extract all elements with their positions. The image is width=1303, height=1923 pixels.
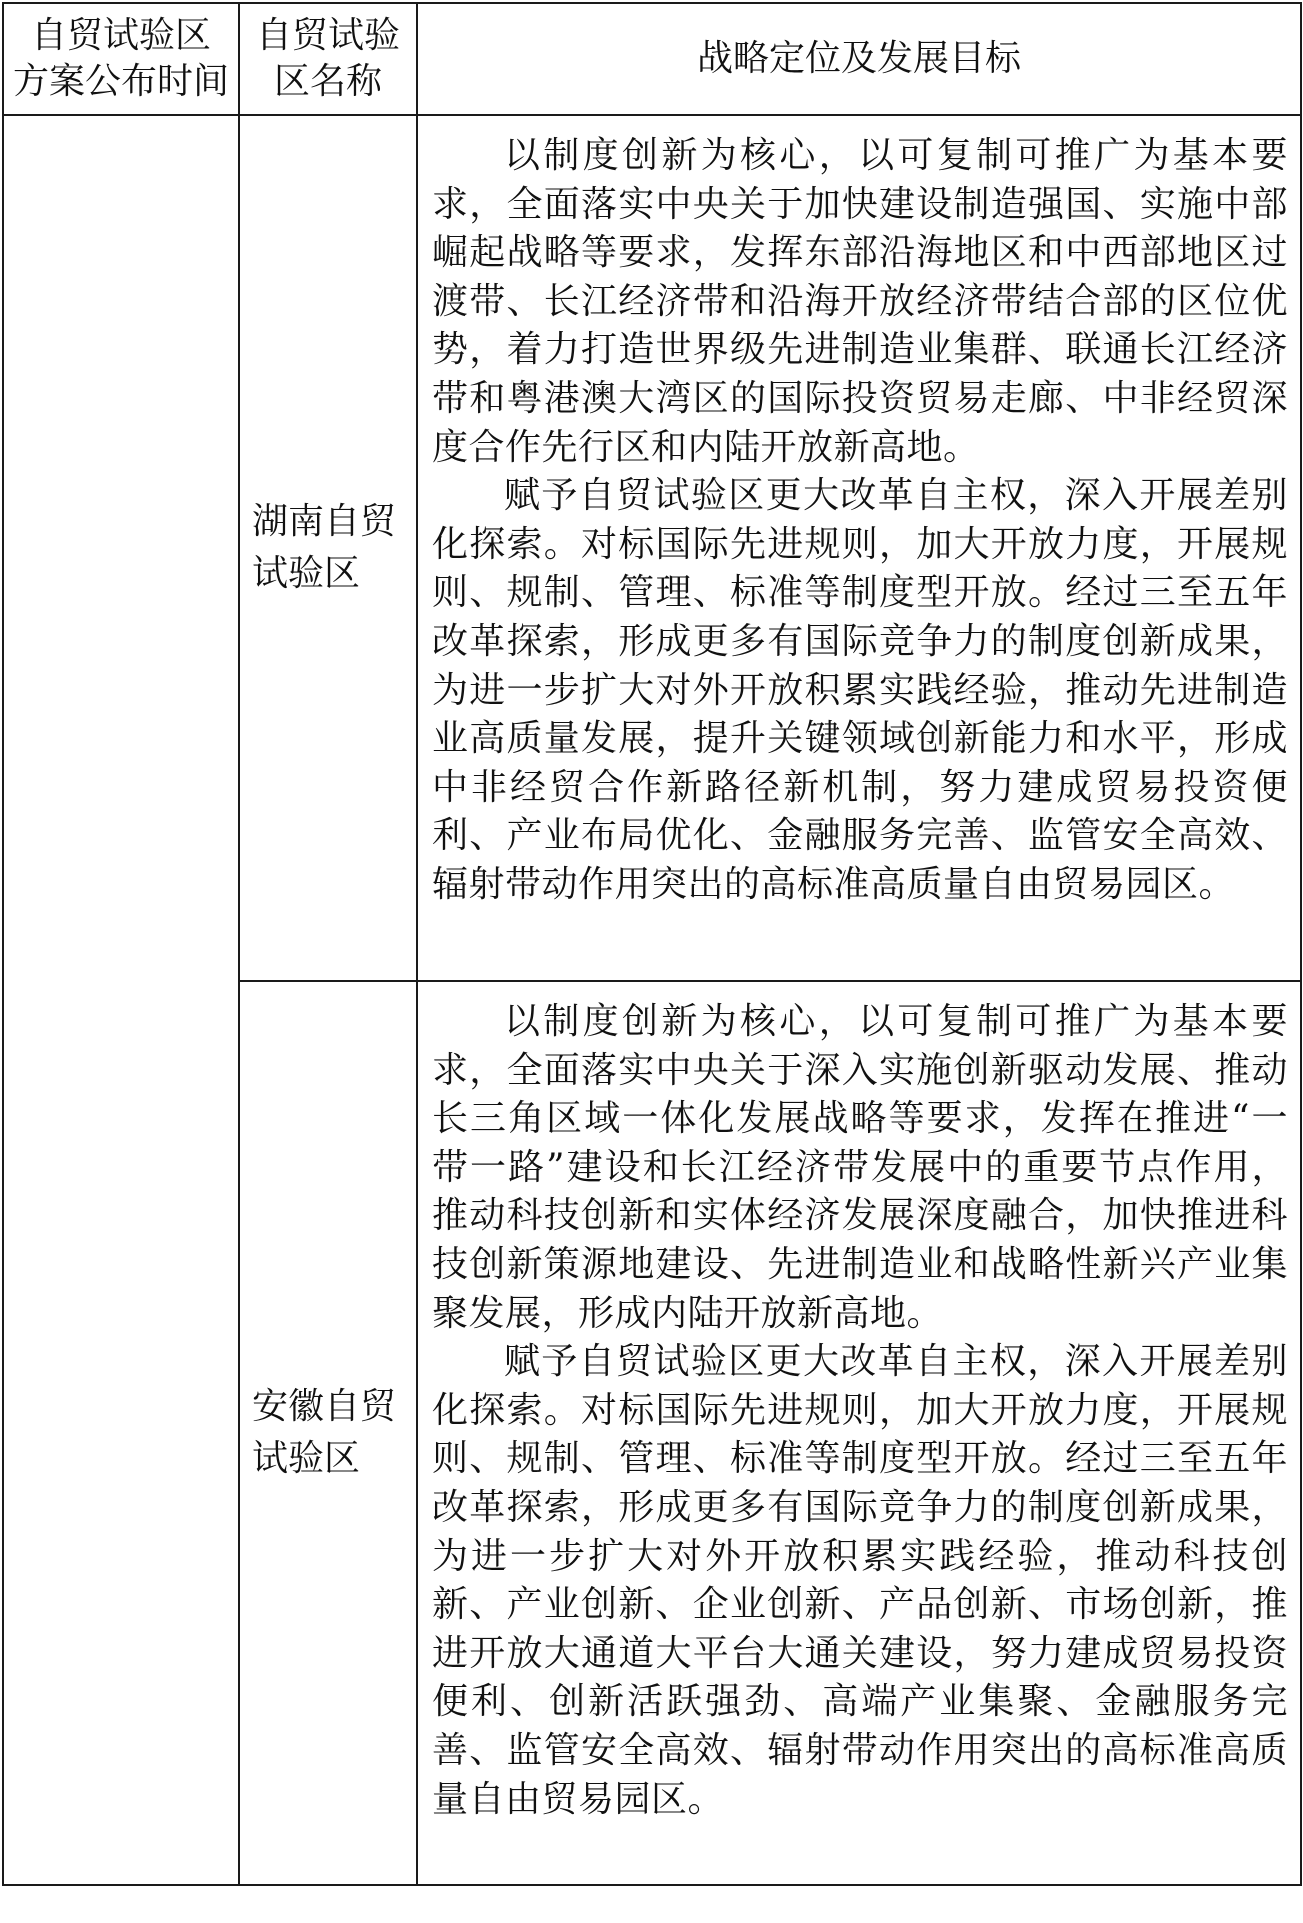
zone-name-line-1: 安徽自贸	[252, 1386, 397, 1427]
goal-paragraph: 以制度创新为核心，以可复制可推广为基本要求，全面落实中央关于深入实施创新驱动发展、推动长三角区域一体化发展战略等要求，发挥在推进“一带一路”建设和长江经济带发展中的重要节点作用，推动科技创新和实体经济发展深度融合，加快推进科技创新策源地建设、先进制造业和战略性新兴产业集聚发展，形成内陆开放新高地。	[432, 1001, 1288, 1334]
header-publish-time-line-1: 自贸试验区	[30, 15, 211, 56]
header-zone-name-line-1: 自贸试验	[255, 15, 400, 56]
header-zone-name-line-2: 区名称	[273, 61, 382, 102]
zone-name-line-2: 试验区	[252, 1438, 361, 1479]
header-zone-name	[239, 3, 417, 115]
header-strategic-goal: 战略定位及发展目标	[417, 3, 1301, 115]
header-publish-time-line-2: 方案公布时间	[12, 61, 229, 102]
zone-name-line-1: 湖南自贸	[252, 501, 397, 542]
goal-paragraph: 赋予自贸试验区更大改革自主权，深入开展差别化探索。对标国际先进规则，加大开放力度，开展规则、规制、管理、标准等制度型开放。经过三至五年改革探索，形成更多有国际竞争力的制度创新成果，为进一步扩大对外开放积累实践经验，推动科技创新、产业创新、企业创新、产品创新、市场创新，推进开放大通道大平台大通关建设，努力建成贸易投资便利、创新活跃强劲、高端产业集聚、金融服务完善、监管安全高效、辐射带动作用突出的高标准高质量自由贸易园区。	[432, 1341, 1288, 1820]
table-row	[3, 115, 1301, 981]
strategic-goal-cell	[417, 981, 1301, 1885]
goal-paragraph: 以制度创新为核心，以可复制可推广为基本要求，全面落实中央关于加快建设制造强国、实施中部崛起战略等要求，发挥东部沿海地区和中西部地区过渡带、长江经济带和沿海开放经济带结合部的区位优势，着力打造世界级先进制造业集群、联通长江经济带和粤港澳大湾区的国际投资贸易走廊、中非经贸深度合作先行区和内陆开放新高地。	[432, 135, 1288, 468]
zone-name-line-2: 试验区	[252, 553, 361, 594]
goal-paragraph: 赋予自贸试验区更大改革自主权，深入开展差别化探索。对标国际先进规则，加大开放力度，开展规则、规制、管理、标准等制度型开放。经过三至五年改革探索，形成更多有国际竞争力的制度创新成果，为进一步扩大对外开放积累实践经验，推动先进制造业高质量发展，提升关键领域创新能力和水平，形成中非经贸合作新路径新机制，努力建成贸易投资便利、产业布局优化、金融服务完善、监管安全高效、辐射带动作用突出的高标准高质量自由贸易园区。	[432, 475, 1288, 905]
header-publish-time	[3, 3, 239, 115]
strategic-goal-cell	[417, 115, 1301, 981]
zone-name-cell	[239, 981, 417, 1885]
publish-time-cell	[3, 115, 239, 1885]
free-trade-zone-table	[2, 2, 1302, 1886]
zone-name-cell	[239, 115, 417, 981]
table-header-row	[3, 3, 1301, 115]
